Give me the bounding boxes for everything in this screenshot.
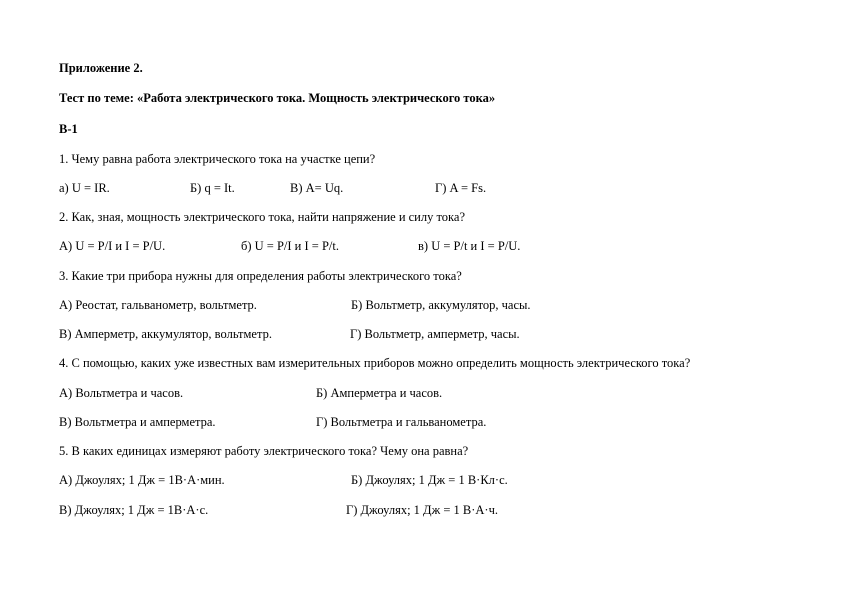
q2-option-a: А) U = P/I и I = P/U.	[59, 239, 166, 253]
q5-option-a: А) Джоулях; 1 Дж = 1В·А·мин.	[59, 473, 225, 487]
question-5: 5. В каких единицах измеряют работу электрического тока? Чему она равна?	[59, 444, 469, 458]
q3-option-b: Б) Вольтметр, аккумулятор, часы.	[351, 298, 531, 312]
question-2: 2. Как, зная, мощность электрического тока, найти напряжение и силу тока?	[59, 210, 466, 224]
appendix-label: Приложение 2.	[59, 61, 143, 75]
question-3: 3. Какие три прибора нужны для определения работы электрического тока?	[59, 269, 462, 283]
q4-option-d: Г) Вольтметра и гальванометра.	[316, 415, 487, 429]
q5-option-b: Б) Джоулях; 1 Дж = 1 В·Кл·с.	[351, 473, 508, 487]
q1-option-d: Г) A = Fs.	[435, 181, 487, 195]
q3-option-d: Г) Вольтметр, амперметр, часы.	[350, 327, 520, 341]
q4-option-a: А) Вольтметра и часов.	[59, 386, 184, 400]
question-1: 1. Чему равна работа электрического тока на участке цепи?	[59, 152, 376, 166]
q2-option-c: в) U = P/t и I = P/U.	[418, 239, 521, 253]
q2-option-b: б) U = P/I и I = P/t.	[241, 239, 339, 253]
q1-option-b: Б) q = It.	[190, 181, 235, 195]
q1-option-a: а) U = IR.	[59, 181, 110, 195]
question-4: 4. С помощью, каких уже известных вам измерительных приборов можно определить мощность электрического тока?	[59, 356, 691, 370]
q1-option-c: В) A= Uq.	[290, 181, 344, 195]
q3-option-c: В) Амперметр, аккумулятор, вольтметр.	[59, 327, 272, 341]
variant-label: В-1	[59, 122, 78, 136]
q4-option-b: Б) Амперметра и часов.	[316, 386, 443, 400]
q5-option-d: Г) Джоулях; 1 Дж = 1 В·А·ч.	[346, 503, 498, 517]
q4-option-c: В) Вольтметра и амперметра.	[59, 415, 216, 429]
q5-option-c: В) Джоулях; 1 Дж = 1В·А·с.	[59, 503, 209, 517]
q3-option-a: А) Реостат, гальванометр, вольтметр.	[59, 298, 257, 312]
test-title: Тест по теме: «Работа электрического тока. Мощность электрического тока»	[59, 91, 496, 105]
